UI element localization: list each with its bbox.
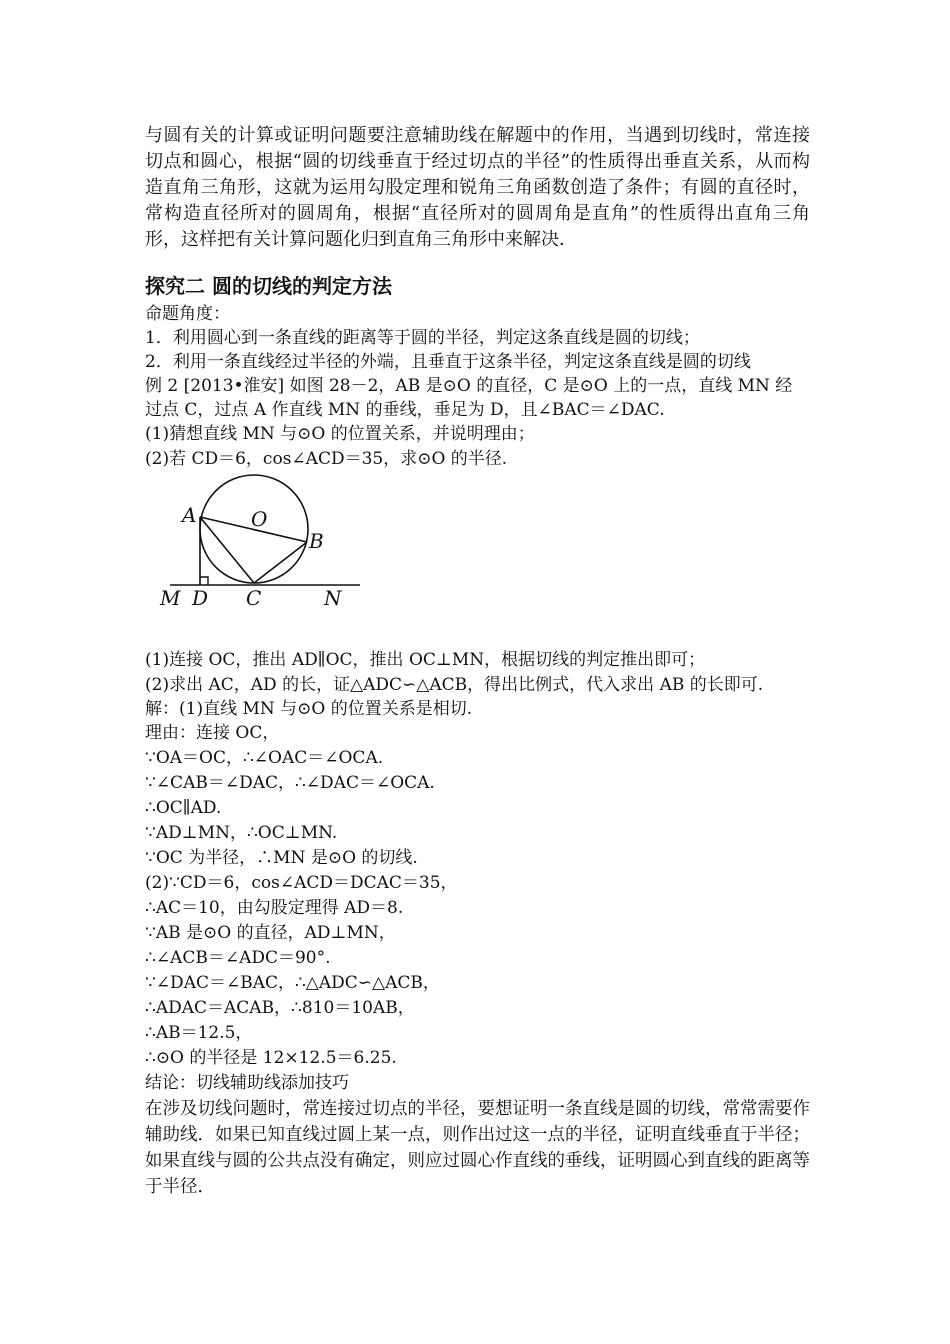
geometry-figure [150,470,380,615]
conclusion-title: 结论：切线辅助线添加技巧 [145,1073,349,1093]
label-a: A [182,503,197,527]
question-line: (2)若 CD＝6，cos∠ACD＝35，求⊙O 的半径. [145,449,508,469]
solution-line: ∴∠ACB＝∠ADC＝90°. [145,948,331,968]
solution-line: ∴⊙O 的半径是 12×12.5＝6.25. [145,1048,397,1068]
example-line: 例 2 [2013•淮安] 如图 28－2，AB 是⊙O 的直径，C 是⊙O 上的一点，直线 MN 经 [145,376,793,396]
label-d: D [192,586,209,610]
solution-line: ∵∠DAC＝∠BAC，∴△ADC∽△ACB， [145,973,440,993]
right-angle-mark [200,577,208,585]
solution-line: ∵AB 是⊙O 的直径，AD⊥MN， [145,923,396,943]
label-b: B [309,529,324,553]
label-c: C [246,586,262,610]
text-line: 2．利用一条直线经过半径的外端，且垂直于这条半径，判定这条直线是圆的切线 [145,352,751,372]
conclusion-paragraph: 在涉及切线问题时，常连接过切点的半径，要想证明一条直线是圆的切线，常常需要作辅助线．如果已知直线过圆上某一点，则作出过这一点的半径，证明直线垂直于半径；如果直线与圆的公共点没有确定，则应过圆心作直线的垂线，证明圆心到直线的距离等于半径． [145,1099,810,1197]
solution-line: ∴AC＝10，由勾股定理得 AD＝8. [145,898,404,918]
solution-line: ∴AB＝12.5， [145,1023,253,1043]
solution-line: (2)∵CD＝6，cos∠ACD＝DCAC＝35， [145,873,458,893]
label-o: O [251,507,268,531]
solution-line: ∵∠CAB＝∠DAC，∴∠DAC＝∠OCA. [145,773,435,793]
solution-line: ∵AD⊥MN，∴OC⊥MN. [145,823,338,843]
solution-line: ∴ADAC＝ACAB，∴810＝10AB， [145,998,415,1018]
label-m: M [160,586,181,610]
question-line: (1)猜想直线 MN 与⊙O 的位置关系，并说明理由； [145,424,535,444]
section-heading: 探究二 圆的切线的判定方法 [145,274,392,298]
figure-svg [150,470,380,615]
solution-line: 解：(1)直线 MN 与⊙O 的位置关系是相切. [145,699,473,719]
solution-line: 理由：连接 OC， [145,723,280,743]
solution-line: ∵OA＝OC，∴∠OAC＝∠OCA. [145,748,384,768]
intro-paragraph: 与圆有关的计算或证明问题要注意辅助线在解题中的作用，当遇到切线时，常连接切点和圆心，根据“圆的切线垂直于经过切点的半径”的性质得出垂直关系，从而构造直角三角形，这就为运用勾股定理和锐角三角函数创造了条件；有圆的直径时，常构造直径所对的圆周角，根据“直径所对的圆周角是直角”的性质得出直角三角形，这样把有关计算问题化归到直角三角形中来解决． [145,125,810,250]
solution-line: ∴OC∥AD. [145,798,222,818]
text-line: 命题角度： [145,304,230,324]
label-n: N [324,586,342,610]
solution-line: ∵OC 为半径，∴MN 是⊙O 的切线. [145,848,418,868]
example-line: 过点 C，过点 A 作直线 MN 的垂线，垂足为 D，且∠BAC＝∠DAC. [145,400,665,420]
segment-ac [200,517,254,583]
text-line: 1．利用圆心到一条直线的距离等于圆的半径，判定这条直线是圆的切线； [145,328,700,348]
analysis-line: (2)求出 AC，AD 的长，证△ADC∽△ACB，得出比例式，代入求出 AB 的长即可. [145,675,764,695]
analysis-line: (1)连接 OC，推出 AD∥OC，推出 OC⊥MN，根据切线的判定推出即可； [145,650,706,670]
